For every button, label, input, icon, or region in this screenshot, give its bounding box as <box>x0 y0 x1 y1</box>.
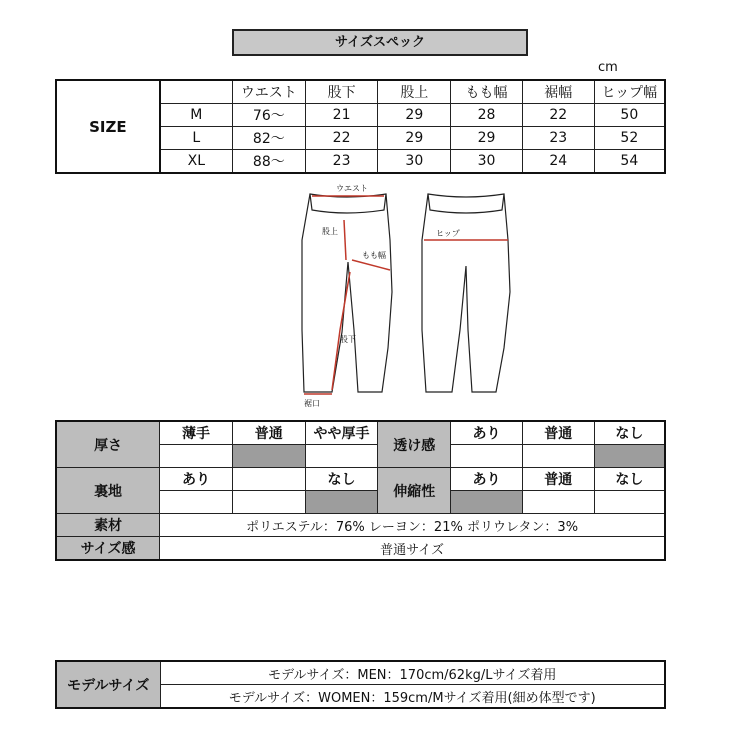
fabric-row-thickness-transparency <box>56 421 665 445</box>
transparency-option: あり <box>451 421 523 445</box>
pants-diagram <box>296 180 516 412</box>
fit-value: 普通サイズ <box>160 537 665 561</box>
page-title: サイズスペック <box>232 29 528 56</box>
size-name: L <box>160 127 233 150</box>
transparency-indicator <box>451 445 523 468</box>
stretch-indicator-selected <box>451 491 523 514</box>
stretch-option: なし <box>594 468 665 491</box>
stretch-indicator <box>594 491 665 514</box>
header-waist: ウエスト <box>232 80 305 104</box>
size-value: 82〜 <box>232 127 305 150</box>
size-header-row <box>56 80 665 104</box>
label-thigh: もも幅 <box>362 251 386 260</box>
transparency-option: 普通 <box>522 421 594 445</box>
label-inseam: 股下 <box>340 335 356 344</box>
size-value: 23 <box>522 127 594 150</box>
measurement-lines <box>304 196 508 394</box>
label-hip: ヒップ <box>436 229 460 238</box>
size-value: 52 <box>594 127 665 150</box>
material-value: ポリエステル：76% レーヨン：21% ポリウレタン：3% <box>160 514 665 537</box>
size-value: 88〜 <box>232 150 305 174</box>
model-men: モデルサイズ：MEN：170cm/62kg/Lサイズ着用 <box>160 661 665 685</box>
size-value: 29 <box>378 104 451 127</box>
label-model: モデルサイズ <box>56 661 160 708</box>
size-table <box>55 79 666 174</box>
header-thigh: もも幅 <box>451 80 523 104</box>
label-lining: 裏地 <box>56 468 160 514</box>
size-value: 28 <box>451 104 523 127</box>
size-value: 50 <box>594 104 665 127</box>
thickness-indicator <box>305 445 378 468</box>
lining-option: なし <box>305 468 378 491</box>
model-row-men <box>56 661 665 685</box>
label-stretch: 伸縮性 <box>378 468 451 514</box>
header-hip: ヒップ幅 <box>594 80 665 104</box>
size-value: 54 <box>594 150 665 174</box>
back-pants-outline <box>422 194 510 392</box>
thickness-indicator-selected <box>232 445 305 468</box>
header-rise: 股上 <box>378 80 451 104</box>
fabric-row-lining-stretch <box>56 468 665 491</box>
fabric-table <box>55 420 666 561</box>
lining-indicator <box>160 491 233 514</box>
label-material: 素材 <box>56 514 160 537</box>
stretch-option: あり <box>451 468 523 491</box>
transparency-indicator-selected <box>594 445 665 468</box>
thickness-option: やや厚手 <box>305 421 378 445</box>
size-value: 76〜 <box>232 104 305 127</box>
size-value: 21 <box>305 104 378 127</box>
size-label: SIZE <box>56 80 160 173</box>
transparency-option: なし <box>594 421 665 445</box>
size-value: 30 <box>451 150 523 174</box>
size-value: 30 <box>378 150 451 174</box>
size-value: 29 <box>451 127 523 150</box>
thickness-option: 薄手 <box>160 421 233 445</box>
label-waist: ウエスト <box>336 184 368 193</box>
size-value: 29 <box>378 127 451 150</box>
label-transparency: 透け感 <box>378 421 451 468</box>
lining-option: あり <box>160 468 233 491</box>
model-table <box>55 660 666 709</box>
thickness-indicator <box>160 445 233 468</box>
label-rise: 股上 <box>322 227 338 236</box>
label-thickness: 厚さ <box>56 421 160 468</box>
label-fit: サイズ感 <box>56 537 160 561</box>
model-women: モデルサイズ：WOMEN：159cm/Mサイズ着用(細め体型です) <box>160 685 665 709</box>
stretch-option: 普通 <box>522 468 594 491</box>
thickness-option: 普通 <box>232 421 305 445</box>
lining-indicator <box>232 491 305 514</box>
header-inseam: 股下 <box>305 80 378 104</box>
size-value: 22 <box>522 104 594 127</box>
transparency-indicator <box>522 445 594 468</box>
size-name: XL <box>160 150 233 174</box>
lining-indicator-selected <box>305 491 378 514</box>
header-hem: 裾幅 <box>522 80 594 104</box>
size-value: 24 <box>522 150 594 174</box>
stretch-indicator <box>522 491 594 514</box>
label-hem: 裾口 <box>304 399 320 408</box>
size-header-blank <box>160 80 233 104</box>
size-value: 23 <box>305 150 378 174</box>
size-value: 22 <box>305 127 378 150</box>
fit-row <box>56 537 665 561</box>
size-name: M <box>160 104 233 127</box>
material-row <box>56 514 665 537</box>
lining-option <box>232 468 305 491</box>
unit-label: cm <box>598 60 618 75</box>
